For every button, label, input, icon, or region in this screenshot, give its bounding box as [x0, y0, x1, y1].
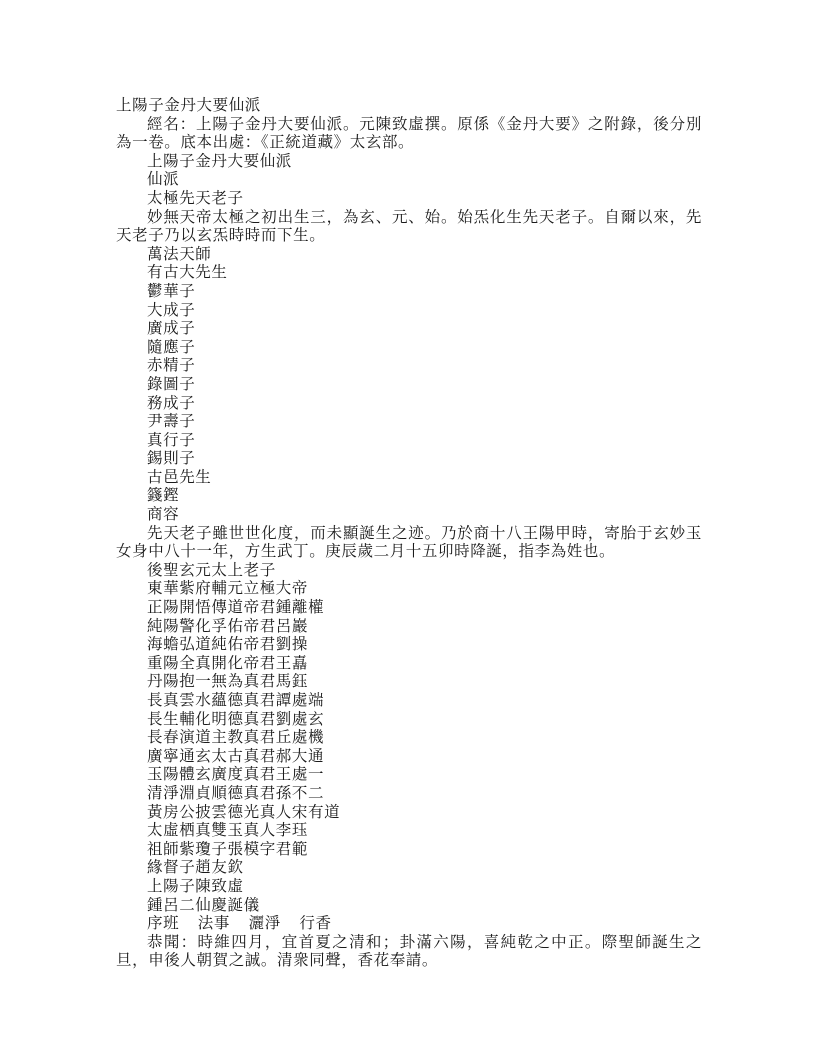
list-item: 尹壽子 — [147, 412, 196, 431]
list-item: 黃房公披雲德光真人宋有道 — [147, 802, 341, 821]
list-item: 純陽警化孚佑帝君呂巖 — [147, 616, 309, 635]
ritual-step: 行香 — [299, 914, 332, 933]
paragraph-laozi: 先天老子雖世世化度，而未顯誕生之迹。乃於商十八王陽甲時，寄胎于玄妙玉女身中八十一年，方生武丁。庚辰歲二月十五卯時降誕，指李為姓也。 — [116, 523, 702, 561]
list-item: 緣督子趙友欽 — [147, 858, 244, 877]
lineage-list-early — [116, 245, 702, 524]
list-item: 重陽全真開化帝君王嚞 — [147, 653, 309, 672]
list-item: 上陽子陳致虛 — [147, 876, 244, 895]
list-item: 古邑先生 — [147, 467, 212, 486]
list-item: 大成子 — [147, 300, 196, 319]
list-item: 隨應子 — [147, 337, 196, 356]
ritual-step: 法事 — [197, 914, 230, 933]
paragraph-taiji: 妙無天帝太極之初出生三，為玄、元、始。始炁化生先天老子。自爾以來，先天老子乃以玄炁時時而下生。 — [116, 207, 702, 245]
list-item: 廣寧通玄太古真君郝大通 — [147, 746, 325, 765]
list-item: 長春演道主教真君丘處機 — [147, 728, 325, 747]
list-item: 玉陽體玄廣度真君王處一 — [147, 765, 325, 784]
list-item: 鍾呂二仙慶誕儀 — [147, 895, 260, 914]
document-page — [116, 96, 702, 970]
list-item: 後聖玄元太上老子 — [147, 560, 276, 579]
list-item: 東華紫府輔元立極大帝 — [147, 579, 309, 598]
list-item: 籛鏗 — [147, 486, 180, 505]
list-item: 錄圖子 — [147, 374, 196, 393]
ritual-step: 灑淨 — [248, 914, 281, 933]
list-item: 長生輔化明德真君劉處玄 — [147, 709, 325, 728]
list-item: 商容 — [147, 505, 180, 524]
list-item: 錫則子 — [147, 449, 196, 468]
document-title: 上陽子金丹大要仙派 — [116, 96, 261, 114]
heading-repeat: 上陽子金丹大要仙派 — [147, 151, 292, 170]
list-item: 清淨淵貞順德真君孫不二 — [147, 783, 325, 802]
section-label: 仙派 — [147, 170, 180, 189]
ritual-steps — [116, 914, 702, 933]
list-item: 萬法天師 — [147, 244, 212, 263]
list-item: 廣成子 — [147, 319, 196, 338]
list-item: 真行子 — [147, 430, 196, 449]
list-item: 赤精子 — [147, 356, 196, 375]
list-item: 正陽開悟傳道帝君鍾離權 — [147, 598, 325, 617]
list-item: 太虛栖真雙玉真人李珏 — [147, 821, 309, 840]
list-item: 海蟾弘道純佑帝君劉操 — [147, 635, 309, 654]
lineage-list-later — [116, 561, 702, 914]
paragraph-closing: 恭聞：時維四月，宜首夏之清和；卦滿六陽，喜純乾之中正。際聖師誕生之旦，申後人朝賀之誠。清衆同聲，香花奉請。 — [116, 932, 702, 970]
intro-paragraph: 經名：上陽子金丹大要仙派。元陳致虛撰。原係《金丹大要》之附錄，後分別為一卷。底本出處：《正統道藏》太玄部。 — [116, 114, 702, 152]
list-item: 鬱華子 — [147, 281, 196, 300]
list-item: 長真雲水蘊德真君譚處端 — [147, 691, 325, 709]
list-item: 有古大先生 — [147, 263, 228, 282]
entry-taiji: 太極先天老子 — [147, 188, 244, 207]
list-item: 祖師紫瓊子張模字君範 — [147, 839, 309, 858]
list-item: 丹陽抱一無為真君馬鈺 — [147, 672, 309, 691]
ritual-step: 序班 — [147, 914, 180, 933]
list-item: 務成子 — [147, 393, 196, 412]
